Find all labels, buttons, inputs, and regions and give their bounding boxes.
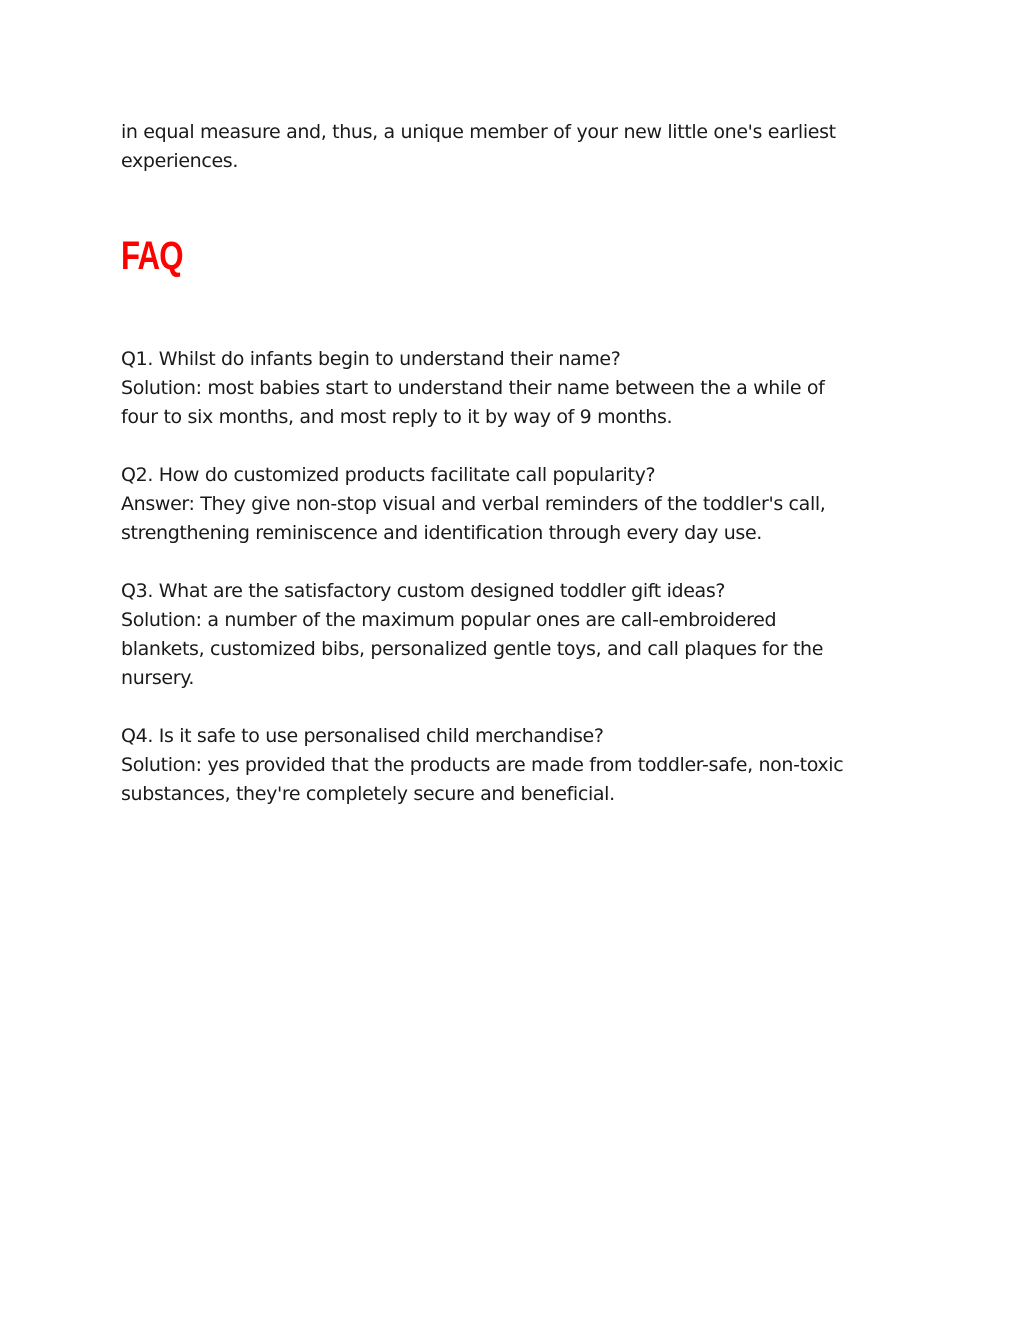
faq-question: Q2. How do customized products facilitate call popularity? [121, 464, 656, 486]
faq-answer-line: substances, they're completely secure and beneficial. [121, 783, 615, 805]
faq-question: Q3. What are the satisfactory custom designed toddler gift ideas? [121, 580, 726, 602]
faq-item-4 [121, 722, 911, 809]
faq-answer-line: nursery. [121, 667, 195, 689]
faq-list [121, 345, 911, 838]
faq-answer-line: Solution: a number of the maximum popular ones are call-embroidered [121, 609, 777, 631]
faq-question: Q4. Is it safe to use personalised child merchandise? [121, 725, 604, 747]
intro-line: in equal measure and, thus, a unique member of your new little one's earliest [121, 121, 836, 143]
intro-paragraph [121, 118, 911, 176]
faq-question: Q1. Whilst do infants begin to understand their name? [121, 348, 621, 370]
faq-item-2 [121, 461, 911, 548]
faq-answer-line: Solution: most babies start to understand their name between the a while of [121, 377, 825, 399]
faq-answer-line: four to six months, and most reply to it by way of 9 months. [121, 406, 673, 428]
faq-heading: FAQ [121, 234, 183, 278]
faq-answer-line: strengthening reminiscence and identification through every day use. [121, 522, 762, 544]
faq-item-3 [121, 577, 911, 693]
faq-answer-line: Solution: yes provided that the products are made from toddler-safe, non-toxic [121, 754, 844, 776]
document-page [121, 118, 911, 805]
faq-answer-line: blankets, customized bibs, personalized gentle toys, and call plaques for the [121, 638, 824, 660]
faq-item-1 [121, 345, 911, 432]
intro-line: experiences. [121, 150, 239, 172]
faq-answer-line: Answer: They give non-stop visual and verbal reminders of the toddler's call, [121, 493, 826, 515]
